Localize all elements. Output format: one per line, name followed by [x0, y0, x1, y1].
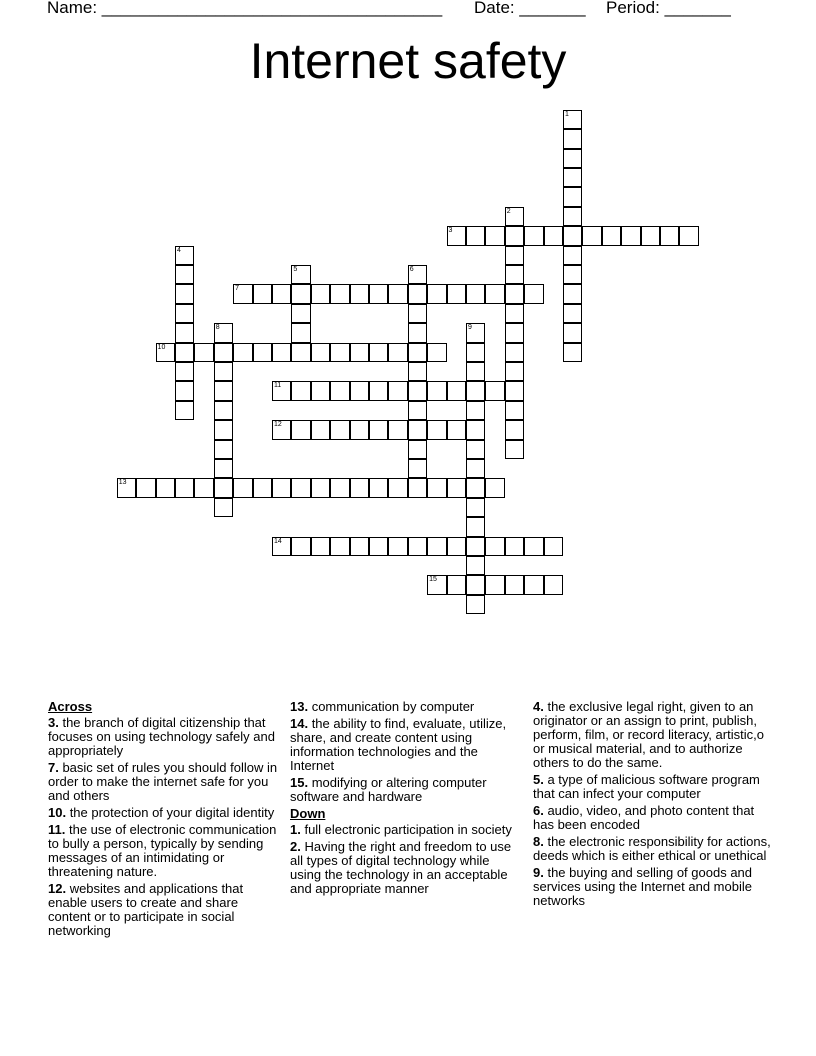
grid-cell[interactable] — [466, 595, 486, 615]
grid-cell[interactable] — [175, 401, 195, 421]
clue-number: 3 — [448, 227, 453, 235]
across-heading: Across — [48, 699, 93, 714]
grid-cell[interactable] — [214, 323, 234, 343]
clue-number: 1 — [564, 110, 569, 118]
clue-item — [290, 823, 520, 837]
grid-cell[interactable] — [253, 284, 273, 304]
grid-cell[interactable] — [272, 381, 292, 401]
grid-cell[interactable] — [369, 478, 389, 498]
grid-cell[interactable] — [233, 284, 253, 304]
grid-cell[interactable] — [447, 478, 467, 498]
grid-cell[interactable] — [408, 381, 428, 401]
clue-text: the ability to find, evaluate, utilize, share, and create content using information technologies and the Internet — [290, 716, 507, 773]
clue-number: 4 — [176, 246, 181, 254]
grid-cell[interactable] — [194, 343, 214, 363]
clue-text: the buying and selling of goods and services using the Internet and mobile networks — [533, 865, 753, 908]
grid-cell[interactable] — [466, 381, 486, 401]
grid-cell[interactable] — [466, 575, 486, 595]
grid-cell[interactable] — [388, 420, 408, 440]
grid-cell[interactable] — [156, 478, 176, 498]
clue-number: 11 — [273, 382, 282, 390]
grid-cell[interactable] — [505, 381, 525, 401]
clue-number: 6 — [409, 265, 414, 273]
grid-cell[interactable] — [466, 440, 486, 460]
grid-cell[interactable] — [175, 265, 195, 285]
clue-number-label: 5. — [533, 772, 544, 787]
grid-cell[interactable] — [330, 284, 350, 304]
grid-cell[interactable] — [563, 129, 583, 149]
clue-item — [533, 866, 773, 908]
grid-cell[interactable] — [330, 343, 350, 363]
grid-cell[interactable] — [447, 537, 467, 557]
clue-item — [533, 773, 773, 801]
clue-number-label: 1. — [290, 822, 301, 837]
grid-cell[interactable] — [563, 207, 583, 227]
grid-cell[interactable] — [466, 323, 486, 343]
grid-cell[interactable] — [330, 381, 350, 401]
grid-cell[interactable] — [466, 537, 486, 557]
date-field[interactable]: Date: _______ — [474, 0, 586, 17]
grid-cell[interactable] — [214, 420, 234, 440]
clue-number-label: 13. — [290, 699, 309, 714]
clue-number: 5 — [293, 265, 298, 273]
grid-cell[interactable] — [485, 381, 505, 401]
clue-item — [533, 835, 773, 863]
grid-cell[interactable] — [369, 537, 389, 557]
grid-cell[interactable] — [408, 304, 428, 324]
grid-cell[interactable] — [350, 381, 370, 401]
grid-cell[interactable] — [485, 284, 505, 304]
clue-text: the electronic responsibility for actions, deeds which is either ethical or unethical — [533, 834, 771, 863]
grid-cell[interactable] — [330, 420, 350, 440]
grid-cell[interactable] — [602, 226, 622, 246]
grid-cell[interactable] — [544, 226, 564, 246]
grid-cell[interactable] — [117, 478, 137, 498]
clue-number-label: 3. — [48, 715, 59, 730]
grid-cell[interactable] — [505, 284, 525, 304]
clue-item — [533, 804, 773, 832]
grid-cell[interactable] — [466, 284, 486, 304]
grid-cell[interactable] — [233, 343, 253, 363]
grid-cell[interactable] — [466, 459, 486, 479]
grid-cell[interactable] — [156, 343, 176, 363]
clue-text: audio, video, and photo content that has been encoded — [533, 803, 755, 832]
grid-cell[interactable] — [505, 362, 525, 382]
clue-number: 15 — [429, 576, 437, 584]
grid-cell[interactable] — [330, 537, 350, 557]
grid-cell[interactable] — [505, 265, 525, 285]
grid-cell[interactable] — [272, 343, 292, 363]
clue-text: the exclusive legal right, given to an originator or an assign to print, publish, perform, film, or record literacy, artistic,o or musical material, and to authorize others to do the same. — [533, 699, 764, 770]
clue-item — [48, 761, 280, 803]
grid-cell[interactable] — [194, 478, 214, 498]
grid-cell[interactable] — [136, 478, 156, 498]
name-field[interactable]: Name: ____________________________________ — [47, 0, 443, 17]
clue-text: full electronic participation in society — [300, 822, 512, 837]
clue-item — [48, 882, 280, 938]
grid-cell[interactable] — [272, 284, 292, 304]
grid-cell[interactable] — [388, 284, 408, 304]
grid-cell[interactable] — [214, 498, 234, 518]
grid-cell[interactable] — [408, 343, 428, 363]
grid-cell[interactable] — [563, 149, 583, 169]
clue-number-label: 14. — [290, 716, 309, 731]
clue-text: modifying or altering computer software and hardware — [290, 775, 487, 804]
grid-cell[interactable] — [330, 478, 350, 498]
grid-cell[interactable] — [505, 246, 525, 266]
grid-cell[interactable] — [175, 362, 195, 382]
page-title: Internet safety — [249, 33, 567, 89]
clue-item — [290, 776, 520, 804]
grid-cell[interactable] — [524, 284, 544, 304]
clue-number: 8 — [215, 324, 220, 332]
grid-cell[interactable] — [311, 381, 331, 401]
clue-number-label: 2. — [290, 839, 301, 854]
clue-number: 7 — [235, 285, 240, 293]
grid-cell[interactable] — [408, 265, 428, 285]
clue-text: Having the right and freedom to use all types of digital technology while using the technology in an acceptable and appropriate manner — [290, 839, 512, 896]
grid-cell[interactable] — [369, 420, 389, 440]
grid-cell[interactable] — [505, 537, 525, 557]
grid-cell[interactable] — [505, 440, 525, 460]
clue-text: basic set of rules you should follow in order to make the internet safe for you and others — [48, 760, 278, 803]
grid-cell[interactable] — [291, 265, 311, 285]
grid-cell[interactable] — [311, 284, 331, 304]
grid-cell[interactable] — [253, 478, 273, 498]
grid-cell[interactable] — [291, 284, 311, 304]
grid-cell[interactable] — [466, 556, 486, 576]
grid-cell[interactable] — [466, 226, 486, 246]
clue-item — [48, 716, 280, 758]
clue-column-3 — [533, 700, 773, 911]
clue-item — [290, 717, 520, 773]
clue-number-label: 9. — [533, 865, 544, 880]
clue-text: communication by computer — [308, 699, 475, 714]
grid-cell[interactable] — [466, 420, 486, 440]
grid-cell[interactable] — [272, 537, 292, 557]
clue-text: a type of malicious software program that can infect your computer — [533, 772, 760, 801]
grid-cell[interactable] — [563, 343, 583, 363]
grid-cell[interactable] — [427, 343, 447, 363]
grid-cell[interactable] — [466, 362, 486, 382]
down-heading: Down — [290, 806, 326, 821]
grid-cell[interactable] — [427, 575, 447, 595]
grid-cell[interactable] — [291, 537, 311, 557]
grid-cell[interactable] — [175, 246, 195, 266]
clue-text: the branch of digital citizenship that focuses on using technology safely and appropriately — [48, 715, 275, 758]
clue-text: the use of electronic communication to bully a person, typically by sending messages of an intimidating or threatening nature. — [48, 822, 277, 879]
grid-cell[interactable] — [214, 381, 234, 401]
grid-cell[interactable] — [524, 575, 544, 595]
grid-cell[interactable] — [175, 304, 195, 324]
grid-cell[interactable] — [350, 537, 370, 557]
grid-cell[interactable] — [563, 323, 583, 343]
clue-number: 13 — [118, 479, 127, 487]
grid-cell[interactable] — [175, 478, 195, 498]
grid-cell[interactable] — [214, 440, 234, 460]
grid-cell[interactable] — [214, 401, 234, 421]
grid-cell[interactable] — [563, 187, 583, 207]
grid-cell[interactable] — [563, 110, 583, 130]
grid-cell[interactable] — [408, 323, 428, 343]
grid-cell[interactable] — [447, 575, 467, 595]
grid-cell[interactable] — [563, 284, 583, 304]
grid-cell[interactable] — [679, 226, 699, 246]
clue-number: 14 — [273, 537, 282, 545]
grid-cell[interactable] — [544, 537, 564, 557]
grid-cell[interactable] — [505, 323, 525, 343]
grid-cell[interactable] — [447, 420, 467, 440]
clue-number-label: 7. — [48, 760, 59, 775]
grid-cell[interactable] — [447, 226, 467, 246]
grid-cell[interactable] — [621, 226, 641, 246]
grid-cell[interactable] — [175, 284, 195, 304]
grid-cell[interactable] — [505, 226, 525, 246]
clue-number-label: 10. — [48, 805, 67, 820]
clue-item — [48, 823, 280, 879]
grid-cell[interactable] — [466, 517, 486, 537]
grid-cell[interactable] — [466, 498, 486, 518]
grid-cell[interactable] — [291, 420, 311, 440]
grid-cell[interactable] — [175, 381, 195, 401]
clue-item — [533, 700, 773, 770]
grid-cell[interactable] — [408, 440, 428, 460]
grid-cell[interactable] — [214, 459, 234, 479]
grid-cell[interactable] — [408, 459, 428, 479]
grid-cell[interactable] — [466, 401, 486, 421]
grid-cell[interactable] — [485, 478, 505, 498]
grid-cell[interactable] — [427, 381, 447, 401]
grid-cell[interactable] — [524, 537, 544, 557]
grid-cell[interactable] — [427, 537, 447, 557]
period-field[interactable]: Period: _______ — [606, 0, 731, 17]
grid-cell[interactable] — [311, 343, 331, 363]
grid-cell[interactable] — [505, 401, 525, 421]
clue-number-label: 11. — [48, 822, 66, 837]
clue-text: the protection of your digital identity — [66, 805, 275, 820]
grid-cell[interactable] — [350, 343, 370, 363]
grid-cell[interactable] — [582, 226, 602, 246]
clue-number-label: 4. — [533, 699, 544, 714]
grid-cell[interactable] — [563, 168, 583, 188]
grid-cell[interactable] — [505, 343, 525, 363]
grid-cell[interactable] — [563, 304, 583, 324]
grid-cell[interactable] — [272, 420, 292, 440]
grid-cell[interactable] — [408, 401, 428, 421]
clue-item — [290, 840, 520, 896]
grid-cell[interactable] — [272, 478, 292, 498]
grid-cell[interactable] — [563, 226, 583, 246]
grid-cell[interactable] — [563, 246, 583, 266]
grid-cell[interactable] — [485, 537, 505, 557]
grid-cell[interactable] — [369, 343, 389, 363]
grid-cell[interactable] — [369, 381, 389, 401]
grid-cell[interactable] — [291, 478, 311, 498]
grid-cell[interactable] — [408, 284, 428, 304]
clue-item — [48, 806, 280, 820]
grid-cell[interactable] — [408, 478, 428, 498]
grid-cell[interactable] — [408, 362, 428, 382]
grid-cell[interactable] — [388, 478, 408, 498]
grid-cell[interactable] — [311, 478, 331, 498]
clue-number-label: 15. — [290, 775, 309, 790]
grid-cell[interactable] — [311, 537, 331, 557]
grid-cell[interactable] — [427, 478, 447, 498]
grid-cell[interactable] — [388, 381, 408, 401]
clue-number: 2 — [506, 207, 511, 215]
grid-cell[interactable] — [408, 537, 428, 557]
grid-cell[interactable] — [369, 284, 389, 304]
grid-cell[interactable] — [311, 420, 331, 440]
grid-cell[interactable] — [291, 381, 311, 401]
grid-cell[interactable] — [524, 226, 544, 246]
clue-number-label: 12. — [48, 881, 67, 896]
grid-cell[interactable] — [466, 343, 486, 363]
grid-cell[interactable] — [291, 323, 311, 343]
grid-cell[interactable] — [350, 478, 370, 498]
grid-cell[interactable] — [175, 343, 195, 363]
grid-cell[interactable] — [214, 478, 234, 498]
grid-cell[interactable] — [447, 381, 467, 401]
grid-cell[interactable] — [408, 420, 428, 440]
grid-cell[interactable] — [350, 284, 370, 304]
clue-column-2 — [290, 700, 520, 899]
grid-cell[interactable] — [388, 343, 408, 363]
grid-cell[interactable] — [427, 284, 447, 304]
grid-cell[interactable] — [214, 343, 234, 363]
grid-cell[interactable] — [388, 537, 408, 557]
grid-cell[interactable] — [505, 304, 525, 324]
clue-item — [290, 700, 520, 714]
grid-cell[interactable] — [505, 207, 525, 227]
grid-cell[interactable] — [505, 420, 525, 440]
grid-cell[interactable] — [641, 226, 661, 246]
grid-cell[interactable] — [233, 478, 253, 498]
clue-number-label: 8. — [533, 834, 544, 849]
clue-number: 12 — [273, 421, 282, 429]
grid-cell[interactable] — [660, 226, 680, 246]
grid-cell[interactable] — [427, 420, 447, 440]
grid-cell[interactable] — [291, 343, 311, 363]
grid-cell[interactable] — [447, 284, 467, 304]
clue-column-1 — [48, 700, 280, 941]
grid-cell[interactable] — [175, 323, 195, 343]
grid-cell[interactable] — [485, 226, 505, 246]
grid-cell[interactable] — [544, 575, 564, 595]
grid-cell[interactable] — [214, 362, 234, 382]
grid-cell[interactable] — [563, 265, 583, 285]
grid-cell[interactable] — [505, 575, 525, 595]
clue-number: 9 — [467, 324, 472, 332]
grid-cell[interactable] — [253, 343, 273, 363]
clue-number-label: 6. — [533, 803, 544, 818]
clue-number: 10 — [157, 343, 166, 351]
clue-text: websites and applications that enable users to create and share content or to participate in social networking — [48, 881, 244, 938]
grid-cell[interactable] — [466, 478, 486, 498]
grid-cell[interactable] — [485, 575, 505, 595]
grid-cell[interactable] — [350, 420, 370, 440]
grid-cell[interactable] — [291, 304, 311, 324]
